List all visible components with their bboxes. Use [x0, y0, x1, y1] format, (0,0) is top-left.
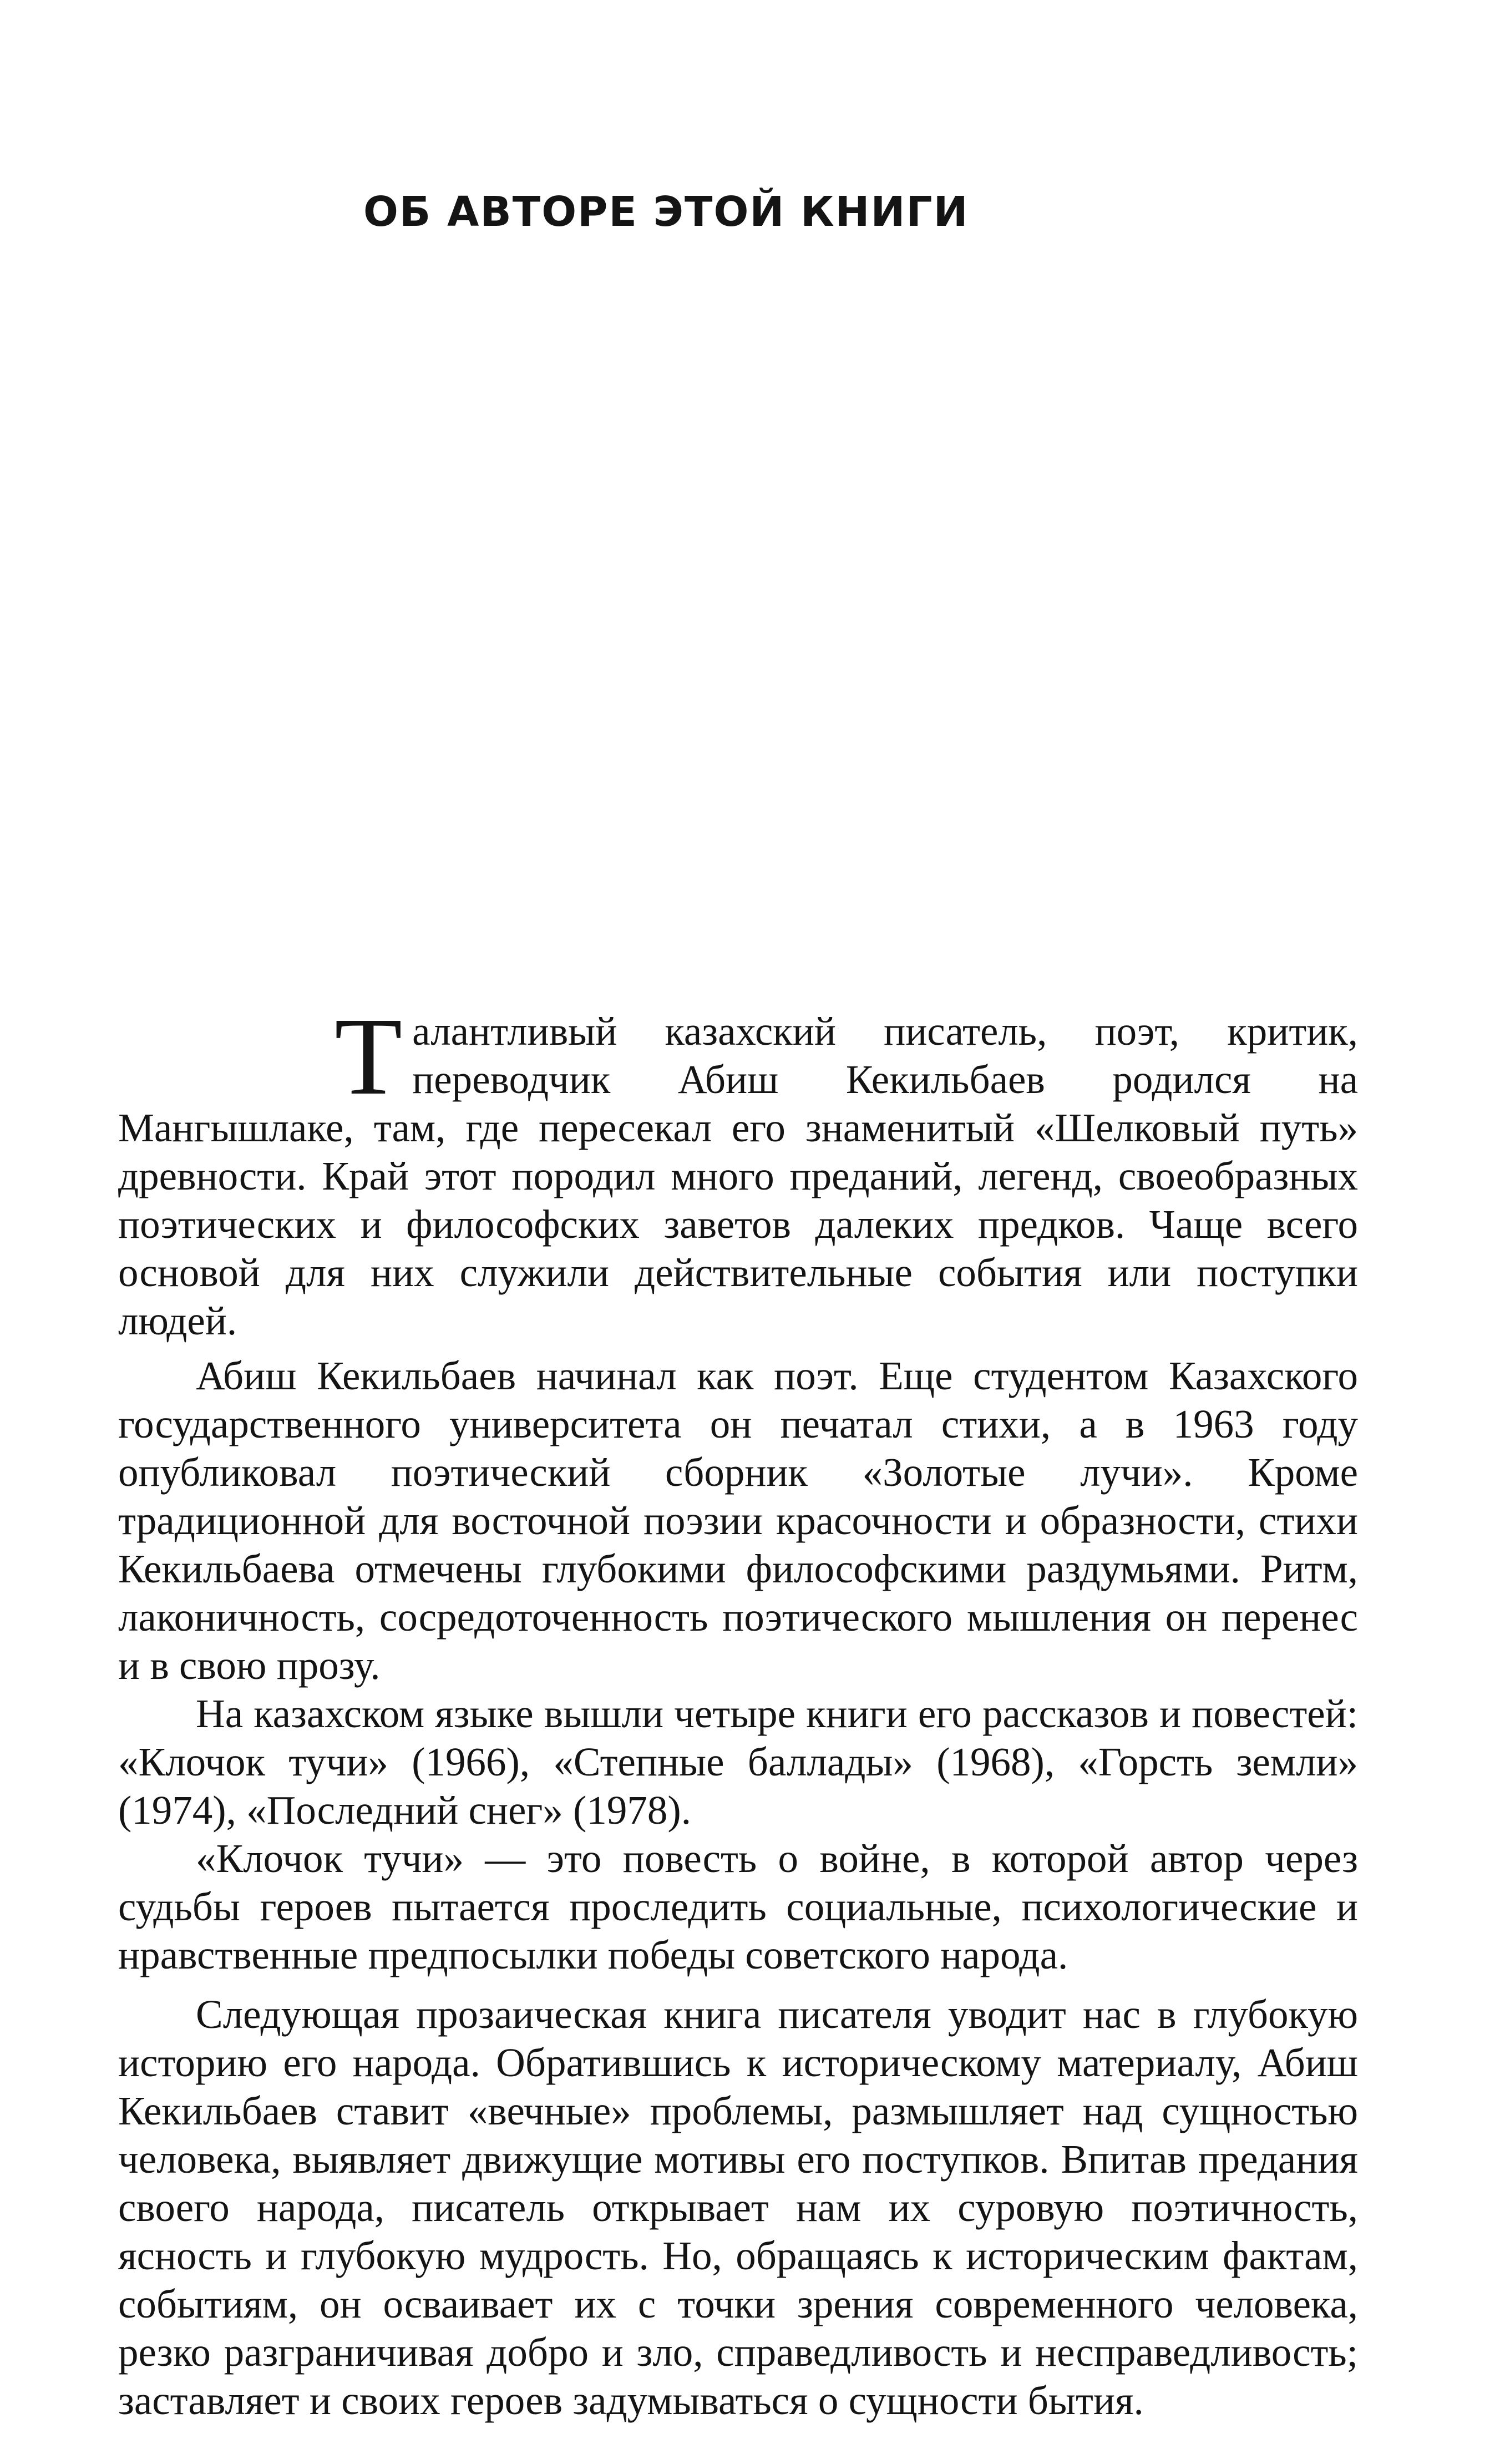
- drop-cap: Т: [335, 995, 403, 1118]
- page-title: ОБ АВТОРЕ ЭТОЙ КНИГИ: [363, 188, 969, 236]
- paragraph-1-text: алантливый казахский писатель, поэт, критик, переводчик Абиш Кекильбаев родился на Мангышлаке, там, где пересекал его знаменитый «Шелковый путь» древности. Край этот породил много преданий, легенд, своеобразных поэтических и философских заветов далеких предков. Чаще всего основой для них служили действительные события или поступки людей.: [118, 1009, 1358, 1343]
- paragraph-1: [118, 995, 1358, 1345]
- paragraph-5: Следующая прозаическая книга писателя уводит нас в глубокую историю его народа. Обратившись к историческому материалу, Абиш Кекильбаев ставит «вечные» проблемы, размышляет над сущностью человека, выявляет движущие мотивы его поступков. Впитав предания своего народа, писатель открывает нам их суровую поэтичность, ясность и глубокую мудрость. Но, обращаясь к историческим фактам, событиям, он осваивает их с точки зрения современного человека, резко разграничивая добро и зло, справедливость и несправедливость; заставляет и своих героев задумываться о сущности бытия.: [118, 1992, 1358, 2423]
- paragraph-3: На казахском языке вышли четыре книги его рассказов и повестей: «Клочок тучи» (1966), «Степные баллады» (1968), «Горсть земли» (1974), «Последний снег» (1978).: [118, 1691, 1358, 1833]
- paragraph-2: Абиш Кекильбаев начинал как поэт. Еще студентом Казахского государственного университета он печатал стихи, а в 1963 году опубликовал поэтический сборник «Золотые лучи». Кроме традиционной для восточной поэзии красочности и образности, стихи Кекильбаева отмечены глубокими философскими раздумьями. Ритм, лаконичность, сосредоточенность поэтического мышления он перенес и в свою прозу.: [118, 1353, 1358, 1688]
- article-body: [118, 995, 1358, 2425]
- paragraph-4: «Клочок тучи» — это повесть о войне, в которой автор через судьбы героев пытается проследить социальные, психологические и нравственные предпосылки победы советского народа.: [118, 1836, 1358, 1977]
